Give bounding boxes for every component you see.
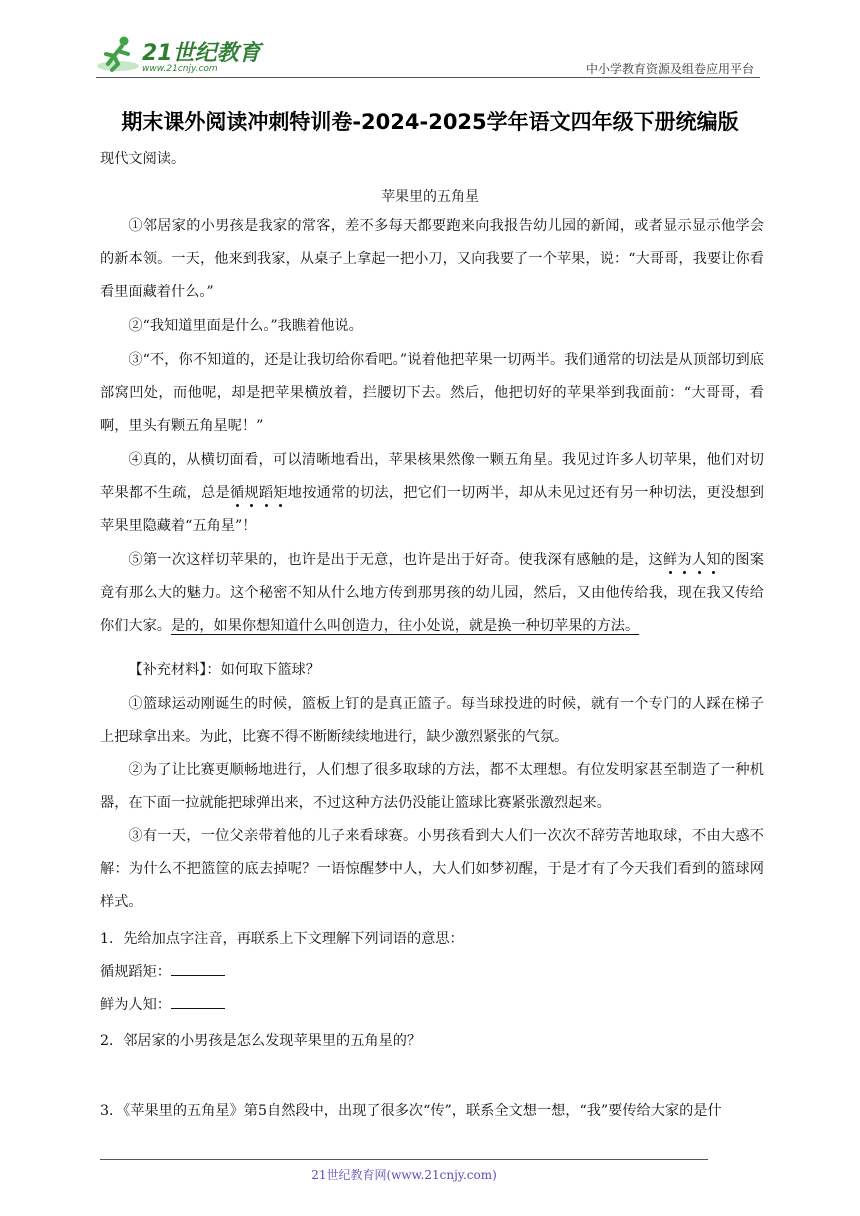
dotted-char: 鲜	[663, 552, 678, 568]
answer-blank[interactable]	[171, 994, 225, 1009]
story-title: 苹果里的五角星	[381, 189, 479, 205]
question-3: 3．《苹果里的五角星》第5自然段中，出现了很多次“传”，联系全文想一想，“我”要传给大家的是什	[100, 1103, 722, 1119]
intro-text: 现代文阅读。	[100, 151, 186, 167]
underlined-sentence: 是的，如果你想知道什么叫创造力，往小处说，就是换一种切苹果的方法。	[170, 618, 640, 634]
dotted-char: 矩	[273, 485, 288, 501]
runner-logo-icon	[96, 34, 140, 74]
paragraph-1: ①邻居家的小男孩是我家的常客，差不多每天都要跑来向我报告幼儿园的新闻，或者显示显示他学会的新本领。一天，他来到我家，从桌子上拿起一把小刀，又向我要了一个苹果，说：“大哥哥，我要让你看看里面藏着什么。”	[100, 218, 764, 300]
question-1-item-b-label: 鲜为人知：	[100, 997, 171, 1013]
page-title: 期末课外阅读冲刺特训卷-2024-2025学年语文四年级下册统编版	[121, 110, 739, 134]
paragraph-4-part-a: ④真的，从横切面看，可以清晰地看出，苹果核果然像一颗五角星。我见过许多人切苹果，他们对切苹果都不生疏，总是	[100, 452, 764, 501]
question-1-item-a	[100, 961, 764, 981]
logo	[96, 34, 266, 78]
dotted-char: 规	[244, 485, 259, 501]
paragraph-5	[100, 544, 764, 643]
paragraph-2: ②“我知道里面是什么。”我瞧着他说。	[128, 318, 363, 334]
paragraph-3: ③“不，你不知道的，还是让我切给你看吧。”说着他把苹果一切两半。我们通常的切法是从顶部切到底部窝凹处，而他呢，却是把苹果横放着，拦腰切下去。然后，他把切好的苹果举到我面前：“大哥哥，看啊，里头有颗五角星呢！”	[100, 352, 764, 434]
logo-url: www.21cnjy.com	[142, 64, 218, 74]
dotted-char: 为	[677, 552, 692, 568]
paragraph-4-part-b: 地按通常的切法，把它们一切两半，却从未见过还有另一种切法，更没想到苹果里隐藏着“五角星”！	[100, 485, 764, 534]
paragraph-4	[100, 444, 764, 543]
supplement-paragraph-1: ①篮球运动刚诞生的时候，篮板上钉的是真正篮子。每当球投进的时候，就有一个专门的人踩在梯子上把球拿出来。为此，比赛不得不断断续续地进行，缺少激烈紧张的气氛。	[100, 696, 764, 745]
question-1-item-b	[100, 994, 764, 1014]
supplement-paragraph-3: ③有一天，一位父亲带着他的儿子来看球赛。小男孩看到大人们一次次不辞劳苦地取球，不由大惑不解：为什么不把篮筐的底去掉呢？一语惊醒梦中人，大人们如梦初醒，于是才有了今天我们看到的篮球网样式。	[100, 828, 764, 910]
supplement-title: 【补充材料】：如何取下篮球？	[128, 662, 320, 678]
answer-blank[interactable]	[171, 961, 225, 976]
question-1: 1．先给加点字注音，再联系上下文理解下列词语的意思：	[100, 931, 464, 947]
page-footer: 21世纪教育网(www.21cnjy.com)	[311, 1168, 497, 1182]
logo-text: 21世纪教育	[142, 41, 261, 66]
paragraph-5-part-a: ⑤第一次这样切苹果的，也许是出于无意，也许是出于好奇。使我深有感触的是，这	[128, 552, 664, 568]
dotted-char: 蹈	[258, 485, 274, 501]
dotted-char: 人	[691, 552, 707, 568]
page-header	[96, 30, 760, 78]
dotted-char: 循	[229, 485, 245, 501]
paragraph-5-part-b: 的图案竟有那么大的魅力。这个秘密不知从什么地方传到那男孩的幼儿园，然后，又由他传给我，现在我又传给你们大家。	[100, 552, 764, 634]
footer-divider	[100, 1159, 708, 1160]
header-divider	[96, 77, 760, 78]
question-1-item-a-label: 循规蹈矩：	[100, 964, 171, 980]
dotted-char: 知	[706, 552, 721, 568]
platform-name: 中小学教育资源及组卷应用平台	[585, 62, 754, 76]
question-2: 2．邻居家的小男孩是怎么发现苹果里的五角星的？	[100, 1033, 422, 1049]
supplement-paragraph-2: ②为了让比赛更顺畅地进行，人们想了很多取球的方法，都不太理想。有位发明家甚至制造了一种机器，在下面一拉就能把球弹出来，不过这种方法仍没能让篮球比赛紧张激烈起来。	[100, 762, 764, 811]
